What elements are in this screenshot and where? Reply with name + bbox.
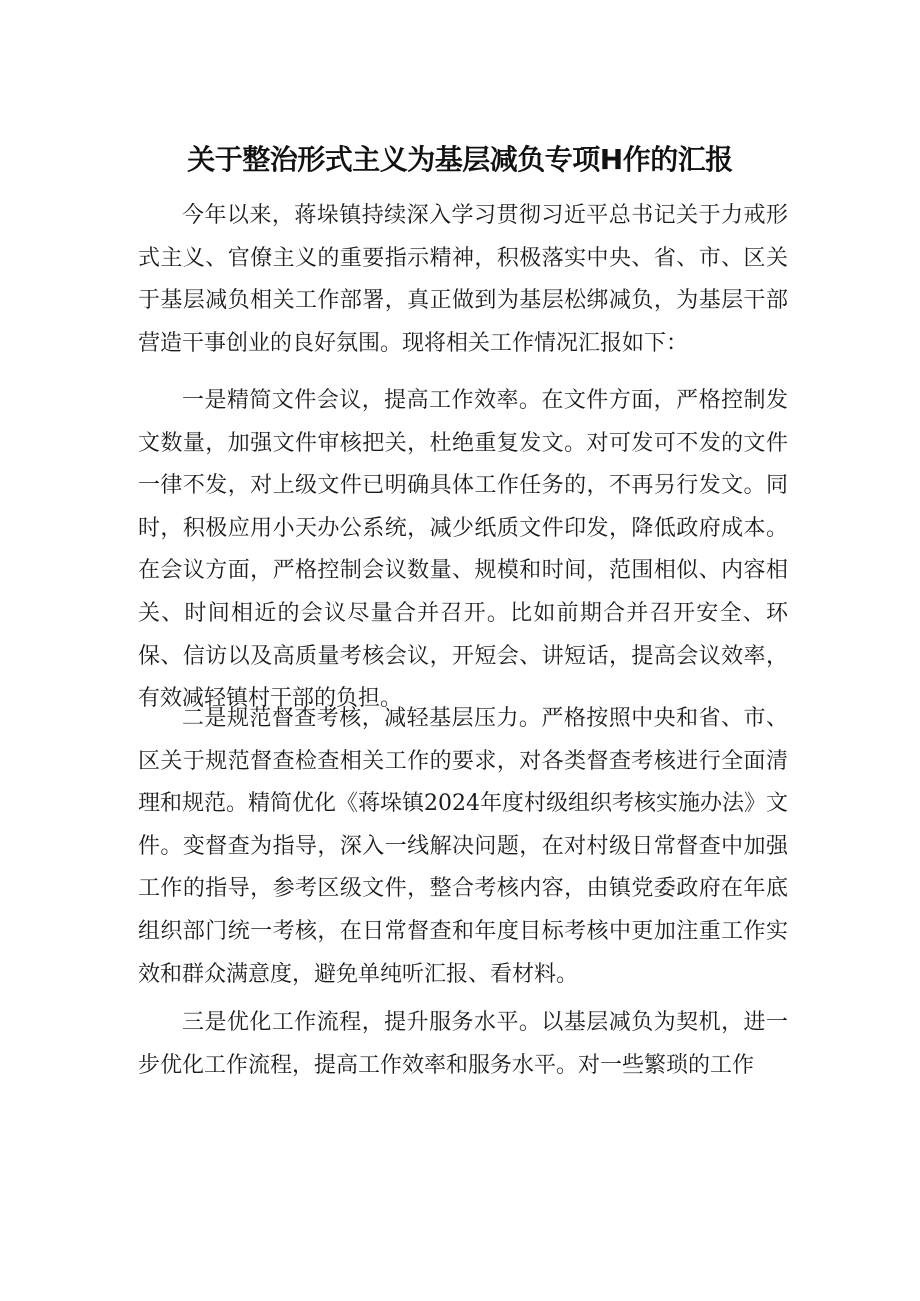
- paragraph-intro: 今年以来，蒋垛镇持续深入学习贯彻习近平总书记关于力戒形式主义、官僚主义的重要指示精神，积极落实中央、省、市、区关于基层减负相关工作部署，真正做到为基层松绑减负，为基层干部营造干事创业的良好氛围。现将相关工作情况汇报如下：: [138, 203, 788, 356]
- document-title: 关于整治形式主义为基层减负专项H作的汇报: [187, 143, 733, 176]
- paragraph-section-three: 三是优化工作流程，提升服务水平。以基层减负为契机，进一步优化工作流程，提高工作效率和服务水平。对一些繁琐的工作: [138, 1010, 788, 1078]
- paragraph-section-one: 一是精简文件会议，提高工作效率。在文件方面，严格控制发文数量，加强文件审核把关，杜绝重复发文。对可发可不发的文件一律不发，对上级文件已明确具体工作任务的，不再另行发文。同时，积极应用小天办公系统，减少纸质文件印发，降低政府成本。在会议方面，严格控制会议数量、规模和时间，范围相似、内容相关、时间相近的会议尽量合并召开。比如前期合并召开安全、环保、信访以及高质量考核会议，开短会、讲短话，提高会议效率，有效减轻镇村干部的负担。: [138, 388, 788, 712]
- paragraph-section-two: 二是规范督查考核，减轻基层压力。严格按照中央和省、市、区关于规范督查检查相关工作的要求，对各类督查考核进行全面清理和规范。精简优化《蒋垛镇2024年度村级组织考核实施办法》文件。变督查为指导，深入一线解决问题，在对村级日常督查中加强工作的指导，参考区级文件，整合考核内容，由镇党委政府在年底组织部门统一考核，在日常督查和年度目标考核中更加注重工作实效和群众满意度，避免单纯听汇报、看材料。: [138, 706, 788, 987]
